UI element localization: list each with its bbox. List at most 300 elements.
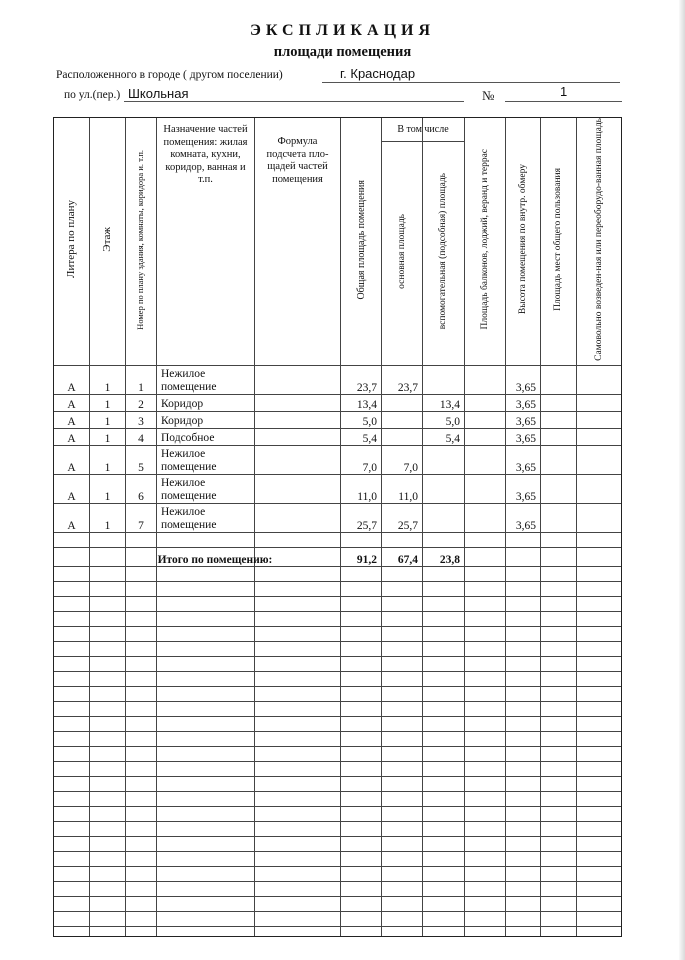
- table-row: [54, 746, 623, 761]
- empty-cell: [126, 791, 157, 806]
- empty-cell: [465, 656, 506, 671]
- empty-cell: [54, 626, 90, 641]
- balcony-area-cell: [465, 394, 506, 411]
- table-row: [54, 881, 623, 896]
- empty-cell: [577, 566, 622, 581]
- empty-cell: [126, 761, 157, 776]
- table-row: [54, 411, 623, 428]
- empty-cell: [341, 626, 382, 641]
- empty-cell: [157, 626, 255, 641]
- empty-cell: [54, 896, 90, 911]
- empty-cell: [90, 626, 126, 641]
- height-cell: 3,65: [506, 445, 541, 474]
- empty-cell: [341, 671, 382, 686]
- empty-cell: [54, 836, 90, 851]
- empty-cell: [255, 761, 341, 776]
- empty-cell: [126, 581, 157, 596]
- empty-cell: [382, 746, 423, 761]
- room-name-cell: Коридор: [157, 411, 255, 428]
- empty-cell: [423, 731, 465, 746]
- table-row: [54, 896, 623, 911]
- balcony-area-cell: [465, 365, 506, 394]
- empty-cell: [423, 911, 465, 926]
- col-header-total-area: Общая площадь помещения: [341, 118, 382, 366]
- empty-cell: [423, 671, 465, 686]
- empty-cell: [341, 731, 382, 746]
- room-name-cell: Нежилое помещение: [157, 503, 255, 532]
- empty-cell: [506, 731, 541, 746]
- empty-cell: [382, 656, 423, 671]
- empty-cell: [541, 926, 577, 937]
- document-title: ЭКСПЛИКАЦИЯ: [249, 22, 436, 39]
- empty-cell: [54, 866, 90, 881]
- empty-cell: [126, 701, 157, 716]
- empty-cell: [341, 686, 382, 701]
- empty-cell: [382, 671, 423, 686]
- empty-cell: [126, 926, 157, 937]
- empty-cell: [157, 746, 255, 761]
- empty-cell: [341, 761, 382, 776]
- empty-cell: [157, 611, 255, 626]
- unauthorized-cell: [577, 503, 622, 532]
- empty-cell: [255, 896, 341, 911]
- liter-cell: А: [54, 411, 90, 428]
- empty-cell: [341, 911, 382, 926]
- empty-cell: [541, 596, 577, 611]
- empty-cell: [90, 926, 126, 937]
- empty-cell: [157, 851, 255, 866]
- empty-cell: [126, 806, 157, 821]
- empty-cell: [157, 911, 255, 926]
- empty-cell: [577, 611, 622, 626]
- empty-cell: [506, 776, 541, 791]
- formula-cell: [255, 474, 341, 503]
- height-cell: 3,65: [506, 365, 541, 394]
- total-area-cell: 5,0: [341, 411, 382, 428]
- location-value: г. Краснодар: [340, 66, 416, 81]
- unauthorized-cell: [577, 474, 622, 503]
- empty-cell: [465, 547, 506, 566]
- common-area-cell: [541, 503, 577, 532]
- empty-cell: [255, 671, 341, 686]
- empty-cell: [541, 746, 577, 761]
- room-name-cell: Коридор: [157, 394, 255, 411]
- empty-cell: [90, 701, 126, 716]
- empty-cell: [341, 866, 382, 881]
- empty-cell: [54, 881, 90, 896]
- empty-cell: [157, 566, 255, 581]
- table-row: [54, 596, 623, 611]
- height-cell: 3,65: [506, 503, 541, 532]
- empty-cell: [541, 716, 577, 731]
- empty-cell: [382, 866, 423, 881]
- empty-cell: [90, 641, 126, 656]
- col-header-main-area: основная площадь: [382, 141, 423, 365]
- empty-cell: [157, 866, 255, 881]
- main-area-cell: [382, 411, 423, 428]
- empty-cell: [157, 776, 255, 791]
- empty-cell: [54, 581, 90, 596]
- empty-cell: [577, 776, 622, 791]
- common-area-cell: [541, 411, 577, 428]
- empty-cell: [54, 806, 90, 821]
- height-cell: 3,65: [506, 474, 541, 503]
- empty-cell: [341, 881, 382, 896]
- empty-cell: [541, 671, 577, 686]
- table-row: [54, 836, 623, 851]
- empty-cell: [54, 532, 90, 547]
- empty-cell: [465, 626, 506, 641]
- table-row: [54, 851, 623, 866]
- empty-cell: [157, 656, 255, 671]
- empty-cell: [577, 836, 622, 851]
- aux-area-cell: [423, 503, 465, 532]
- table-row: [54, 503, 623, 532]
- empty-cell: [465, 671, 506, 686]
- col-header-including: В том числе: [382, 118, 465, 142]
- empty-cell: [126, 821, 157, 836]
- empty-cell: [382, 716, 423, 731]
- empty-cell: [341, 716, 382, 731]
- liter-cell: А: [54, 474, 90, 503]
- empty-cell: [382, 791, 423, 806]
- empty-cell: [465, 926, 506, 937]
- empty-cell: [423, 821, 465, 836]
- room-no-cell: 1: [126, 365, 157, 394]
- empty-cell: [382, 611, 423, 626]
- empty-cell: [90, 791, 126, 806]
- empty-cell: [54, 926, 90, 937]
- location-label: Расположенного в городе ( другом поселении): [56, 69, 283, 81]
- formula-cell: [255, 365, 341, 394]
- floor-cell: 1: [90, 428, 126, 445]
- empty-cell: [90, 611, 126, 626]
- room-name-cell: Подсобное: [157, 428, 255, 445]
- table-row: [54, 791, 623, 806]
- aux-area-cell: [423, 365, 465, 394]
- common-area-cell: [541, 365, 577, 394]
- empty-cell: [382, 881, 423, 896]
- number-label: №: [482, 88, 495, 103]
- main-area-cell: 11,0: [382, 474, 423, 503]
- empty-cell: [506, 701, 541, 716]
- empty-cell: [506, 896, 541, 911]
- empty-cell: [90, 761, 126, 776]
- empty-cell: [157, 821, 255, 836]
- empty-cell: [541, 836, 577, 851]
- empty-cell: [126, 731, 157, 746]
- empty-cell: [506, 926, 541, 937]
- col-header-purpose: Назначение частей помещения: жилая комната, кухни, коридор, ванная и т.п.: [157, 118, 255, 366]
- empty-cell: [255, 686, 341, 701]
- empty-cell: [506, 581, 541, 596]
- empty-cell: [465, 611, 506, 626]
- height-cell: 3,65: [506, 428, 541, 445]
- empty-cell: [506, 596, 541, 611]
- empty-cell: [423, 851, 465, 866]
- street-underline: [124, 101, 464, 102]
- empty-cell: [341, 656, 382, 671]
- balcony-area-cell: [465, 503, 506, 532]
- empty-cell: [506, 656, 541, 671]
- empty-cell: [255, 806, 341, 821]
- empty-cell: [90, 746, 126, 761]
- empty-cell: [506, 806, 541, 821]
- empty-cell: [90, 821, 126, 836]
- empty-cell: [90, 911, 126, 926]
- empty-cell: [577, 821, 622, 836]
- empty-cell: [255, 731, 341, 746]
- empty-cell: [465, 881, 506, 896]
- empty-cell: [341, 581, 382, 596]
- empty-cell: [541, 547, 577, 566]
- main-area-cell: 23,7: [382, 365, 423, 394]
- common-area-cell: [541, 394, 577, 411]
- table-row: [54, 641, 623, 656]
- col-header-common-area: Площадь мест общего пользования: [541, 118, 577, 366]
- room-no-cell: 5: [126, 445, 157, 474]
- empty-cell: [255, 911, 341, 926]
- empty-cell: [255, 626, 341, 641]
- empty-cell: [126, 671, 157, 686]
- empty-cell: [506, 851, 541, 866]
- empty-cell: [54, 821, 90, 836]
- col-header-unauthorized: Самовольно возведен-ная или переоборудо-ванная площадь: [577, 118, 622, 366]
- empty-cell: [90, 806, 126, 821]
- room-name-cell: Нежилое помещение: [157, 365, 255, 394]
- empty-cell: [423, 641, 465, 656]
- total-area-cell: 7,0: [341, 445, 382, 474]
- empty-cell: [255, 581, 341, 596]
- empty-cell: [54, 761, 90, 776]
- empty-cell: [255, 746, 341, 761]
- empty-cell: [157, 701, 255, 716]
- empty-cell: [577, 596, 622, 611]
- empty-cell: [54, 731, 90, 746]
- empty-cell: [382, 596, 423, 611]
- number-value: 1: [560, 84, 568, 99]
- empty-cell: [54, 686, 90, 701]
- col-header-liter: Литера по плану: [54, 118, 90, 366]
- empty-cell: [255, 836, 341, 851]
- table-row: [54, 866, 623, 881]
- empty-cell: [126, 746, 157, 761]
- floor-cell: 1: [90, 474, 126, 503]
- empty-cell: [126, 836, 157, 851]
- empty-cell: [157, 596, 255, 611]
- empty-cell: [157, 806, 255, 821]
- empty-cell: [577, 926, 622, 937]
- empty-cell: [90, 836, 126, 851]
- empty-cell: [423, 532, 465, 547]
- empty-cell: [423, 806, 465, 821]
- formula-cell: [255, 445, 341, 474]
- empty-cell: [577, 626, 622, 641]
- empty-cell: [506, 761, 541, 776]
- empty-cell: [341, 821, 382, 836]
- unauthorized-cell: [577, 365, 622, 394]
- empty-cell: [255, 851, 341, 866]
- empty-cell: [541, 896, 577, 911]
- empty-cell: [382, 836, 423, 851]
- empty-cell: [126, 596, 157, 611]
- empty-cell: [423, 686, 465, 701]
- empty-cell: [126, 911, 157, 926]
- empty-cell: [126, 881, 157, 896]
- empty-cell: [54, 791, 90, 806]
- empty-cell: [577, 851, 622, 866]
- empty-cell: [382, 532, 423, 547]
- col-header-balcony: Площадь балконов, лоджий, веранд и террас: [465, 118, 506, 366]
- empty-cell: [382, 641, 423, 656]
- floor-cell: 1: [90, 503, 126, 532]
- liter-cell: А: [54, 445, 90, 474]
- empty-cell: [423, 866, 465, 881]
- empty-cell: [423, 611, 465, 626]
- height-cell: 3,65: [506, 411, 541, 428]
- unauthorized-cell: [577, 411, 622, 428]
- empty-cell: [541, 701, 577, 716]
- empty-cell: [157, 791, 255, 806]
- empty-cell: [126, 866, 157, 881]
- height-cell: 3,65: [506, 394, 541, 411]
- total-area-sum: 91,2: [341, 547, 382, 566]
- empty-cell: [382, 731, 423, 746]
- empty-cell: [506, 532, 541, 547]
- empty-cell: [465, 686, 506, 701]
- empty-cell: [157, 761, 255, 776]
- empty-cell: [541, 532, 577, 547]
- empty-cell: [541, 731, 577, 746]
- empty-cell: [423, 881, 465, 896]
- empty-cell: [157, 532, 255, 547]
- empty-cell: [157, 836, 255, 851]
- empty-cell: [577, 881, 622, 896]
- empty-cell: [541, 761, 577, 776]
- empty-cell: [506, 791, 541, 806]
- table-row: [54, 626, 623, 641]
- empty-cell: [90, 881, 126, 896]
- empty-cell: [126, 611, 157, 626]
- empty-cell: [54, 641, 90, 656]
- empty-cell: [341, 776, 382, 791]
- empty-cell: [465, 821, 506, 836]
- empty-cell: [126, 641, 157, 656]
- empty-cell: [341, 746, 382, 761]
- balcony-area-cell: [465, 428, 506, 445]
- empty-cell: [255, 791, 341, 806]
- main-area-cell: 7,0: [382, 445, 423, 474]
- empty-cell: [506, 611, 541, 626]
- empty-cell: [157, 731, 255, 746]
- empty-cell: [382, 566, 423, 581]
- formula-cell: [255, 394, 341, 411]
- empty-cell: [255, 821, 341, 836]
- main-area-cell: 25,7: [382, 503, 423, 532]
- floor-cell: 1: [90, 411, 126, 428]
- empty-cell: [423, 596, 465, 611]
- empty-cell: [465, 596, 506, 611]
- empty-cell: [465, 566, 506, 581]
- empty-cell: [90, 532, 126, 547]
- empty-cell: [465, 791, 506, 806]
- empty-cell: [90, 896, 126, 911]
- empty-cell: [541, 566, 577, 581]
- empty-cell: [255, 866, 341, 881]
- empty-cell: [341, 532, 382, 547]
- floor-cell: 1: [90, 365, 126, 394]
- empty-cell: [90, 566, 126, 581]
- empty-cell: [465, 851, 506, 866]
- empty-cell: [382, 686, 423, 701]
- empty-cell: [255, 641, 341, 656]
- empty-cell: [577, 761, 622, 776]
- empty-cell: [382, 911, 423, 926]
- empty-cell: [541, 791, 577, 806]
- empty-cell: [157, 881, 255, 896]
- common-area-cell: [541, 445, 577, 474]
- empty-cell: [541, 656, 577, 671]
- empty-cell: [506, 626, 541, 641]
- empty-cell: [541, 911, 577, 926]
- empty-cell: [465, 701, 506, 716]
- empty-cell: [423, 896, 465, 911]
- empty-cell: [126, 656, 157, 671]
- empty-cell: [423, 776, 465, 791]
- total-area-cell: 13,4: [341, 394, 382, 411]
- empty-cell: [465, 761, 506, 776]
- street-label: по ул.(пер.): [64, 89, 121, 101]
- table-row: [54, 911, 623, 926]
- total-row: [54, 547, 623, 566]
- empty-cell: [577, 746, 622, 761]
- empty-cell: [90, 866, 126, 881]
- empty-cell: [90, 656, 126, 671]
- empty-cell: [90, 671, 126, 686]
- empty-cell: [577, 641, 622, 656]
- empty-cell: [54, 656, 90, 671]
- empty-cell: [54, 911, 90, 926]
- empty-cell: [341, 806, 382, 821]
- total-area-cell: 25,7: [341, 503, 382, 532]
- table-row: [54, 445, 623, 474]
- empty-cell: [423, 716, 465, 731]
- empty-cell: [341, 701, 382, 716]
- col-header-formula: Формула подсчета пло-щадей частей помещения: [255, 118, 341, 366]
- empty-cell: [577, 671, 622, 686]
- empty-cell: [577, 896, 622, 911]
- col-header-aux-area: вспомогательная (подсобная) площадь: [423, 141, 465, 365]
- empty-cell: [341, 611, 382, 626]
- aux-area-cell: [423, 445, 465, 474]
- empty-cell: [465, 641, 506, 656]
- empty-cell: [341, 596, 382, 611]
- empty-cell: [255, 701, 341, 716]
- empty-cell: [506, 641, 541, 656]
- table-row: [54, 761, 623, 776]
- street-value: Школьная: [128, 86, 189, 101]
- table-row: [54, 611, 623, 626]
- explication-table-frame: [53, 117, 622, 937]
- empty-cell: [423, 836, 465, 851]
- empty-cell: [90, 851, 126, 866]
- table-row: [54, 394, 623, 411]
- empty-cell: [465, 581, 506, 596]
- aux-area-cell: [423, 474, 465, 503]
- empty-cell: [255, 656, 341, 671]
- empty-cell: [577, 911, 622, 926]
- empty-cell: [126, 532, 157, 547]
